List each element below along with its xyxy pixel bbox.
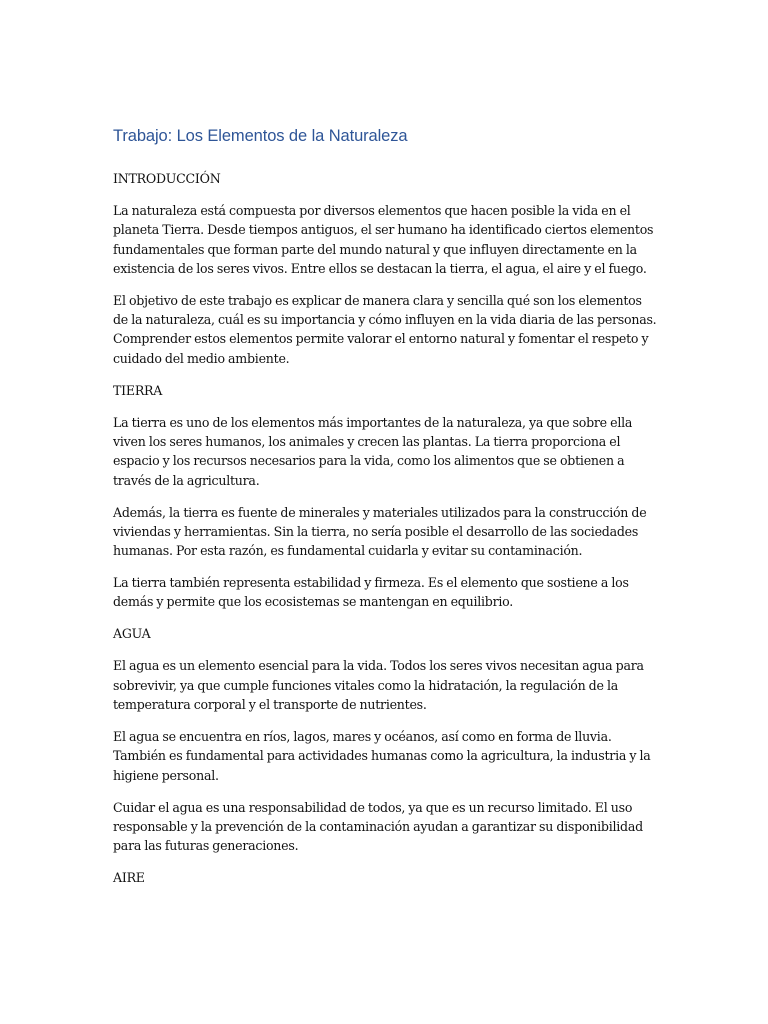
document-title: Trabajo: Los Elementos de la Naturaleza bbox=[113, 127, 408, 145]
section-heading-agua: AGUA bbox=[113, 626, 151, 642]
section-heading-tierra: TIERRA bbox=[113, 382, 163, 398]
paragraph-tierra-3: La tierra también representa estabilidad y firmeza. Es el elemento que sostiene a los demás y permite que los ecosistemas se mantengan en equilibrio. bbox=[113, 575, 629, 610]
paragraph-introduccion-2: El objetivo de este trabajo es explicar de manera clara y sencilla qué son los elementos de la naturaleza, cuál es su importancia y cómo influyen en la vida diaria de las personas. Comprender estos elementos permite valorar el entorno natural y fomentar el respeto y cuidado del medio ambiente. bbox=[113, 292, 657, 366]
paragraph-introduccion-1: La naturaleza está compuesta por diversos elementos que hacen posible la vida en el planeta Tierra. Desde tiempos antiguos, el ser humano ha identificado ciertos elementos fundamentales que forman parte del mundo natural y que influyen directamente en la existencia de los seres vivos. Entre ellos se destacan la tierra, el agua, el aire y el fuego. bbox=[113, 202, 654, 276]
paragraph-agua-2: El agua se encuentra en ríos, lagos, mares y océanos, así como en forma de lluvia. También es fundamental para actividades humanas como la agricultura, la industria y la higiene personal. bbox=[113, 729, 651, 783]
paragraph-agua-3: Cuidar el agua es una responsabilidad de todos, ya que es un recurso limitado. El uso responsable y la prevención de la contaminación ayudan a garantizar su disponibilidad para las futuras generaciones. bbox=[113, 799, 643, 854]
paragraph-tierra-1: La tierra es uno de los elementos más importantes de la naturaleza, ya que sobre ella viven los seres humanos, los animales y crecen las plantas. La tierra proporciona el espacio y los recursos necesarios para la vida, como los alimentos que se obtienen a través de la agricultura. bbox=[113, 414, 633, 488]
section-heading-introduccion: INTRODUCCIÓN bbox=[113, 171, 221, 186]
document-body bbox=[113, 124, 658, 900]
paragraph-tierra-2: Además, la tierra es fuente de minerales y materiales utilizados para la construcción de viviendas y herramientas. Sin la tierra, no sería posible el desarrollo de las sociedades humanas. Por esta razón, es fundamental cuidarla y evitar su contaminación. bbox=[113, 504, 647, 559]
paragraph-agua-1: El agua es un elemento esencial para la vida. Todos los seres vivos necesitan agua para sobrevivir, ya que cumple funciones vitales como la hidratación, la regulación de la temperatura corporal y el transporte de nutrientes. bbox=[113, 658, 644, 713]
section-heading-aire: AIRE bbox=[113, 870, 145, 886]
